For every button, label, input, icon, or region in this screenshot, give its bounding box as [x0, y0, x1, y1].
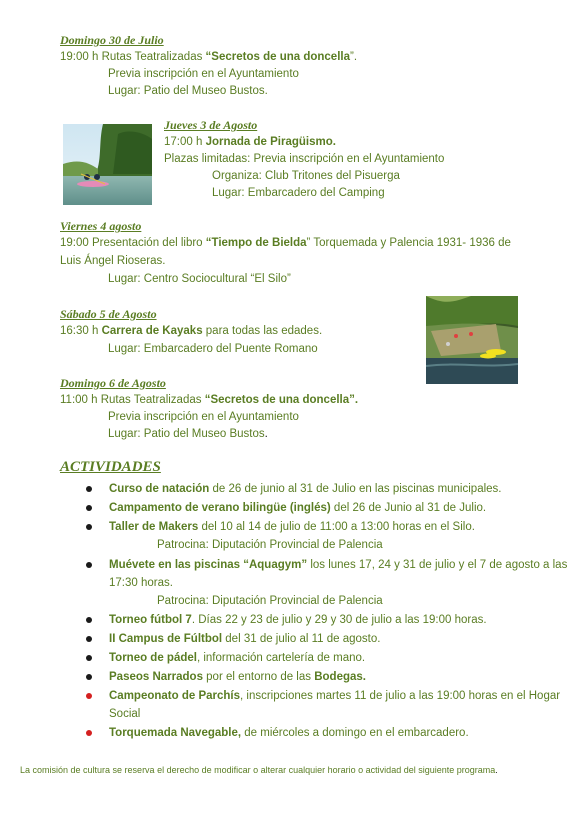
bullet-icon [86, 505, 92, 511]
bullet-icon [86, 486, 92, 492]
activity-desc: del 26 de Junio al 31 de Julio. [330, 502, 487, 514]
list-item [86, 630, 571, 648]
activity-name: Muévete en las piscinas “Aquagym” [109, 559, 308, 571]
activity-name: Campamento de verano bilingüe (inglés) [109, 502, 331, 514]
event-1-title: “Secretos de una doncella [205, 51, 350, 63]
event-4-title: Carrera de Kayaks [101, 325, 203, 337]
list-item [86, 611, 571, 629]
activity-desc: de miércoles a domingo en el embarcadero. [241, 727, 469, 739]
event-heading-3: Viernes 4 agosto [60, 219, 142, 233]
bullet-icon [86, 617, 92, 623]
activity-name: Curso de natación [109, 483, 210, 495]
kayak-photo [63, 124, 152, 205]
bullet-icon [86, 655, 92, 661]
activity-desc: del 31 de julio al 11 de agosto. [222, 633, 381, 645]
activity-desc: , inscripciones martes 11 de julio a las 19:00 horas en el Hogar Social [109, 690, 561, 720]
event-1-line-1 [60, 49, 357, 66]
activity-name: Campeonato de Parchís [109, 690, 241, 702]
activity-desc: de 26 de junio al 31 de Julio en las piscinas municipales. [209, 483, 502, 495]
list-item [86, 518, 571, 536]
event-3-time: 19:00 Presentación del libro [60, 237, 206, 249]
event-1-line-2: Previa inscripción en el Ayuntamiento [108, 68, 299, 80]
event-1-time: 19:00 h Rutas Teatralizadas [60, 51, 206, 63]
footer-note [20, 765, 498, 775]
event-5-line-2: Previa inscripción en el Ayuntamiento [108, 411, 299, 423]
list-item [86, 649, 571, 667]
activity-desc: . Días 22 y 23 de julio y 29 y 30 de julio a las 19:00 horas. [191, 614, 487, 626]
bullet-icon [86, 562, 92, 568]
bullet-icon [86, 636, 92, 642]
event-3-line-1 [60, 235, 511, 252]
event-2-title: Jornada de Piragüismo. [205, 136, 336, 148]
event-1-punct: ”. [349, 51, 358, 63]
activity-name: Taller de Makers [109, 521, 199, 533]
activity-name: Torquemada Navegable, [109, 727, 242, 739]
event-4-time: 16:30 h [60, 325, 102, 337]
list-item [86, 480, 571, 498]
activity-name: Paseos Narrados [109, 671, 203, 683]
activity-name-2: Bodegas. [314, 671, 366, 683]
event-3-title: “Tiempo de Bielda [205, 237, 307, 249]
activity-desc: los lunes 17, 24 y 31 de julio y el 7 de agosto a las 17:30 horas. [109, 559, 568, 589]
event-2-line-1 [164, 134, 336, 151]
bullet-icon [86, 524, 92, 530]
activity-name: Torneo fútbol 7 [109, 614, 192, 626]
event-heading-2: Jueves 3 de Agosto [164, 118, 258, 132]
event-3-line-3: Lugar: Centro Sociocultural “El Silo” [108, 273, 291, 285]
bullet-icon [86, 674, 92, 680]
activity-desc: , información cartelería de mano. [196, 652, 366, 664]
list-item [86, 687, 571, 723]
event-2-line-2: Plazas limitadas: Previa inscripción en el Ayuntamiento [164, 153, 445, 165]
list-item [86, 556, 571, 592]
sponsor-line-2: Patrocina: Diputación Provincial de Palencia [157, 595, 383, 607]
activity-name: II Campus de Fúltbol [109, 633, 223, 645]
list-item [86, 499, 571, 517]
event-5-time: 11:00 h Rutas Teatralizadas [60, 394, 205, 406]
footer-period: . [495, 765, 498, 775]
event-2-time: 17:00 h [164, 136, 206, 148]
bullet-icon [86, 693, 92, 699]
footer-text: La comisión de cultura se reserva el derecho de modificar o alterar cualquier horario o actividad del siguiente programa [20, 765, 496, 775]
activity-desc: por el entorno de las [202, 671, 315, 683]
list-item [86, 724, 571, 742]
event-5-place: Lugar: Patio del Museo Bustos [108, 428, 265, 440]
event-5-period: . [264, 428, 268, 440]
activity-name: Torneo de pádel [109, 652, 197, 664]
list-item [86, 668, 571, 686]
lake-photo [426, 296, 518, 384]
activity-desc: del 10 al 14 de julio de 11:00 a 13:00 horas en el Silo. [198, 521, 475, 533]
event-4-line-2: Lugar: Embarcadero del Puente Romano [108, 343, 318, 355]
event-heading-4: Sábado 5 de Agosto [60, 307, 157, 321]
event-4-line-1 [60, 323, 322, 340]
event-5-title: “Secretos de una doncella”. [204, 394, 359, 406]
activities-title: ACTIVIDADES [60, 459, 161, 475]
event-1-line-3: Lugar: Patio del Museo Bustos. [108, 85, 268, 97]
event-3-line-2: Luis Ángel Rioseras. [60, 255, 166, 267]
event-heading-5: Domingo 6 de Agosto [60, 376, 166, 390]
event-3-desc: ” Torquemada y Palencia 1931- 1936 de [306, 237, 511, 249]
event-4-desc: para todas las edades. [202, 325, 323, 337]
bullet-icon [86, 730, 92, 736]
event-5-line-3 [108, 426, 268, 443]
event-2-line-3: Organiza: Club Tritones del Pisuerga [212, 170, 400, 182]
event-5-line-1 [60, 392, 358, 409]
event-heading-1: Domingo 30 de Julio [60, 33, 164, 47]
sponsor-line-1: Patrocina: Diputación Provincial de Palencia [157, 539, 383, 551]
event-2-line-4: Lugar: Embarcadero del Camping [212, 187, 385, 199]
